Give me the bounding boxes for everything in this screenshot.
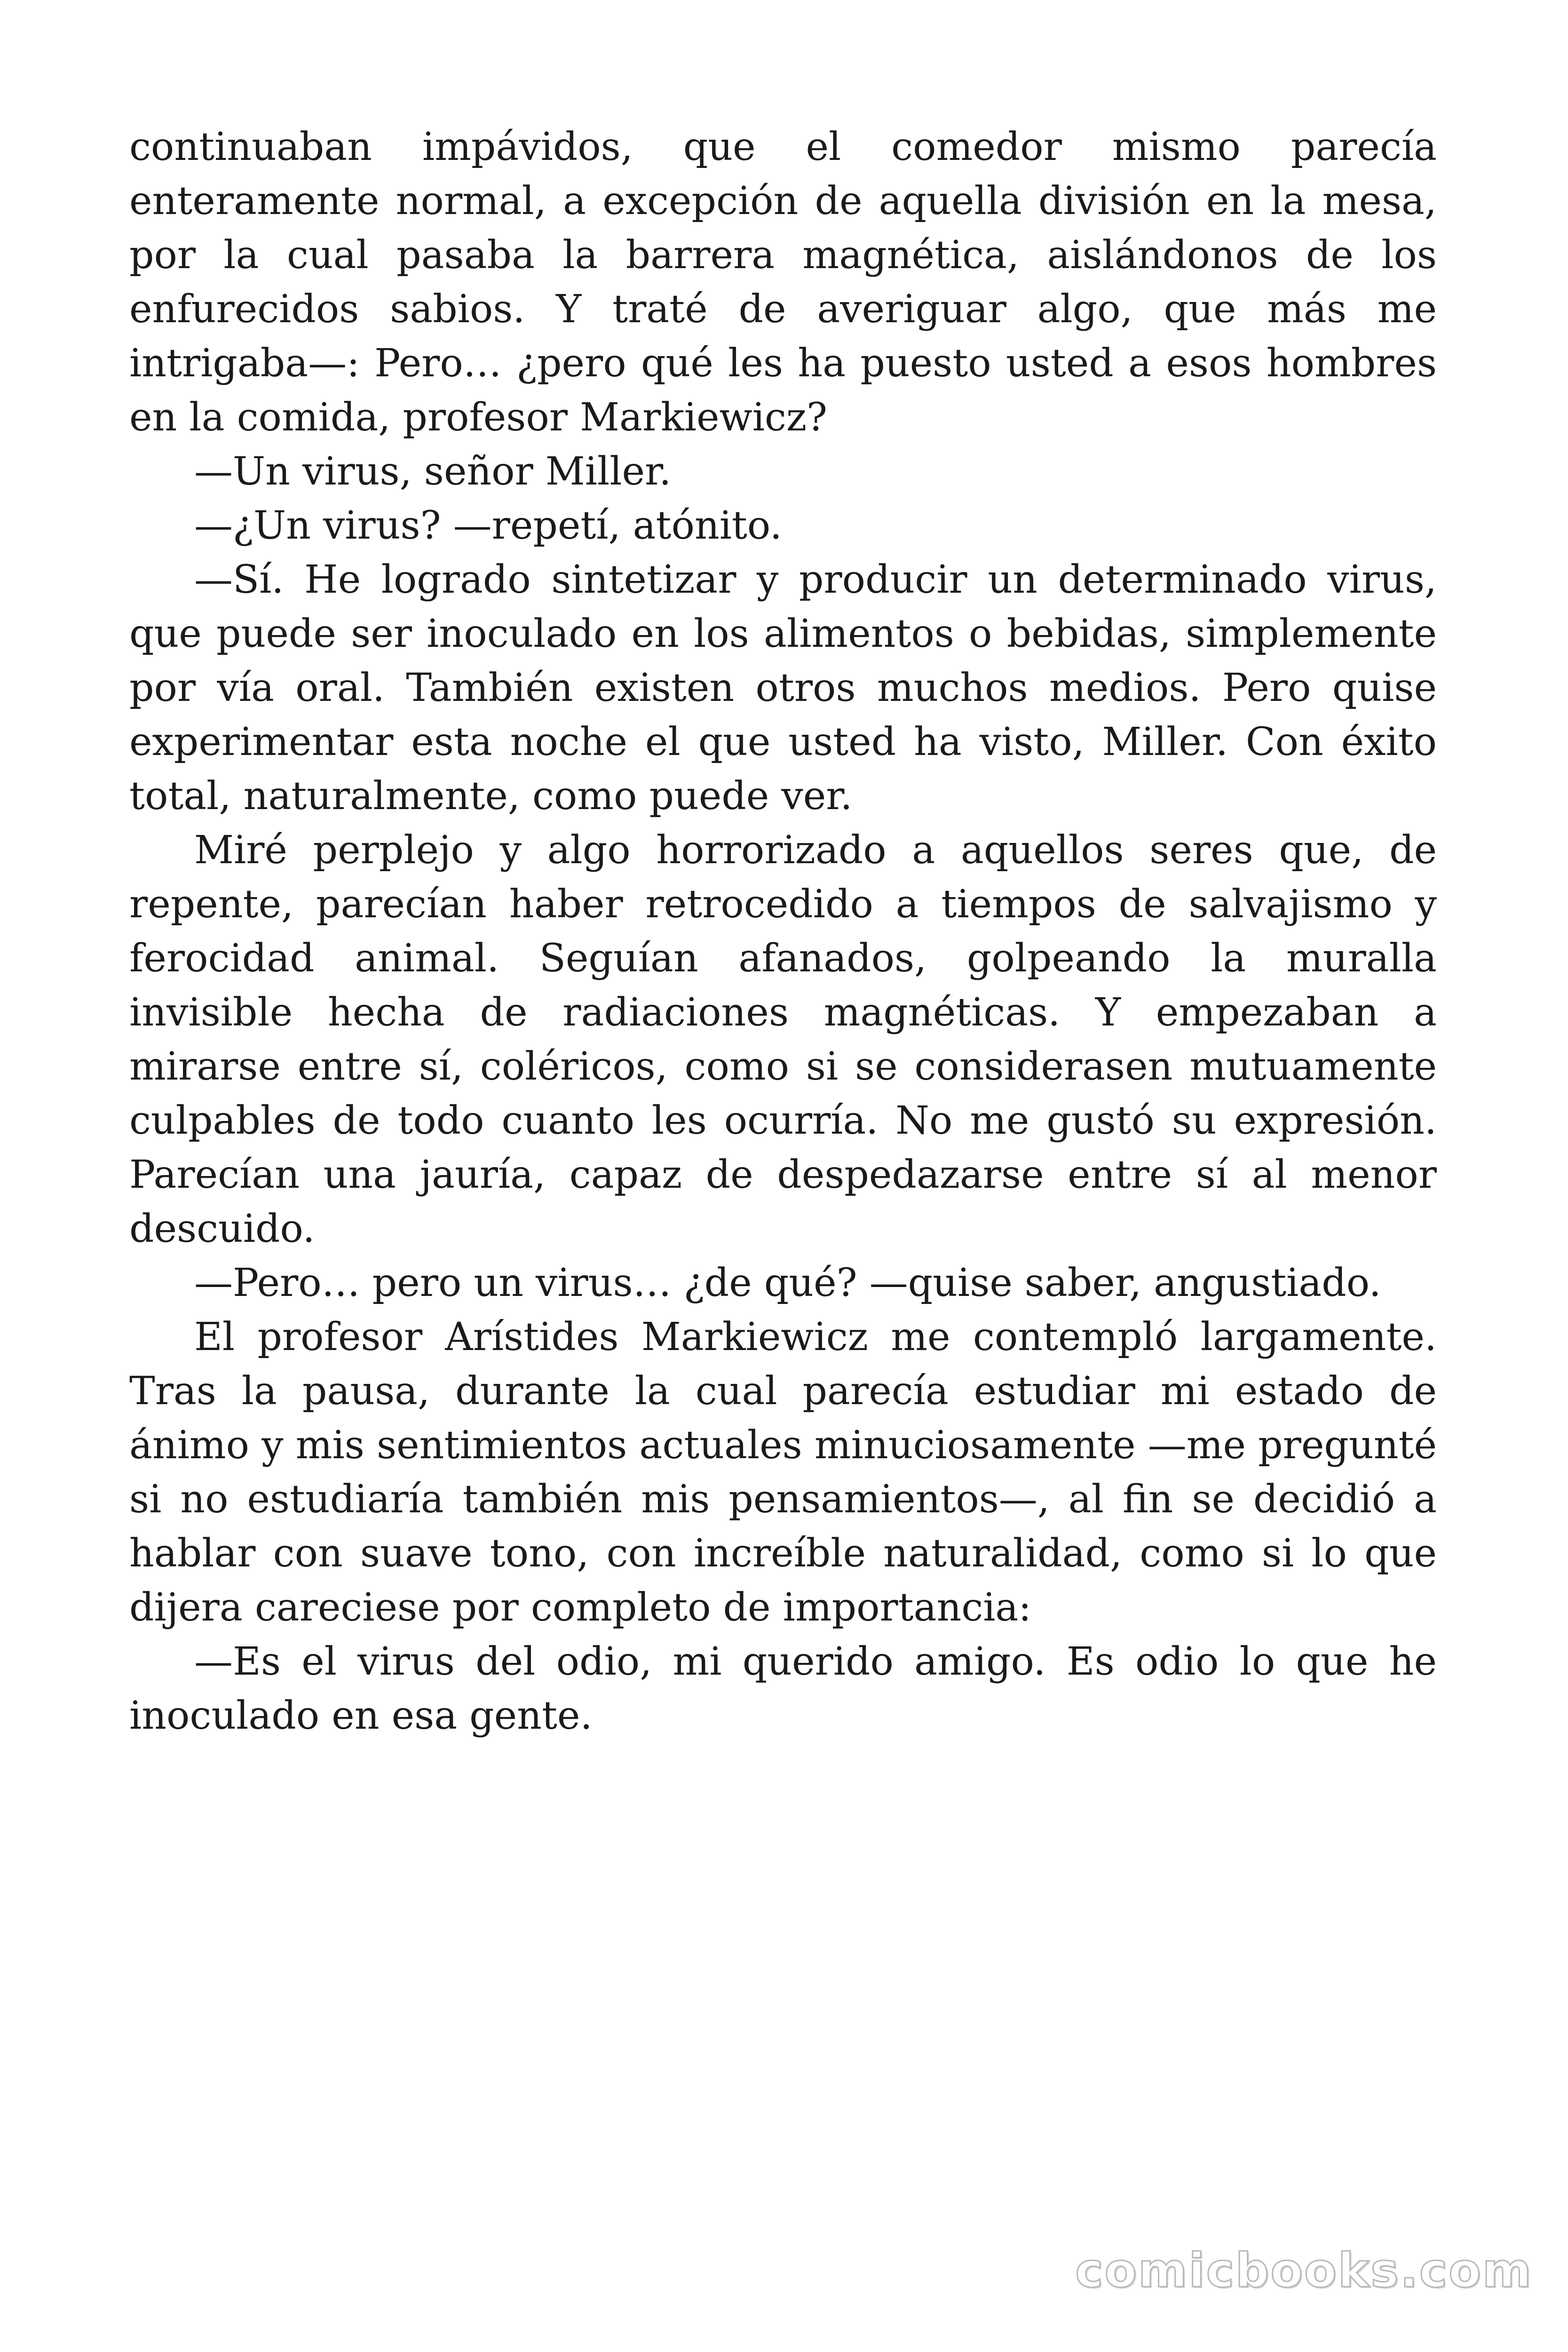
paragraph-continued: continuaban impávidos, que el comedor mismo parecía enteramente normal, a excepción de aquella división en la mesa, por la cual pasaba la barrera magnética, aislándonos de los enfurecidos sabios. Y traté de averiguar algo, que más me intrigaba—: Pero… ¿pero qué les ha puesto usted a esos hombres en la comida, profesor Markiewicz?: [129, 125, 1437, 440]
paragraph-dialogue-repeat: —¿Un virus? —repetí, atónito.: [194, 503, 782, 548]
paragraph-dialogue-virus: —Un virus, señor Miller.: [194, 449, 672, 494]
watermark-logo: comicbooks.com: [1075, 2243, 1533, 2298]
paragraph-narration-perplexed: Miré perplejo y algo horrorizado a aquellos seres que, de repente, parecían haber retrocedido a tiempos de salvajismo y ferocidad animal. Seguían afanados, golpeando la muralla invisible hecha de radiaciones magnéticas. Y empezaban a mirarse entre sí, coléricos, como si se considerasen mutuamente culpables de todo cuanto les ocurría. No me gustó su expresión. Parecían una jauría, capaz de despedazarse entre sí al menor descuido.: [129, 828, 1437, 1251]
paragraph-dialogue-question: —Pero… pero un virus… ¿de qué? —quise saber, angustiado.: [194, 1261, 1381, 1305]
paragraph-dialogue-explanation: —Sí. He logrado sintetizar y producir un determinado virus, que puede ser inoculado en los alimentos o bebidas, simplemente por vía oral. También existen otros muchos medios. Pero quise experimentar esta noche el que usted ha visto, Miller. Con éxito total, naturalmente, como puede ver.: [129, 557, 1437, 818]
paragraph-dialogue-hatred: —Es el virus del odio, mi querido amigo. Es odio lo que he inoculado en esa gente.: [129, 1639, 1437, 1738]
book-page-text: [129, 120, 1437, 1743]
paragraph-narration-professor: El profesor Arístides Markiewicz me contempló largamente. Tras la pausa, durante la cual parecía estudiar mi estado de ánimo y mis sentimientos actuales minuciosamente —me pregunté si no estudiaría también mis pensamientos—, al fin se decidió a hablar con suave tono, con increíble naturalidad, como si lo que dijera careciese por completo de importancia:: [129, 1315, 1437, 1630]
